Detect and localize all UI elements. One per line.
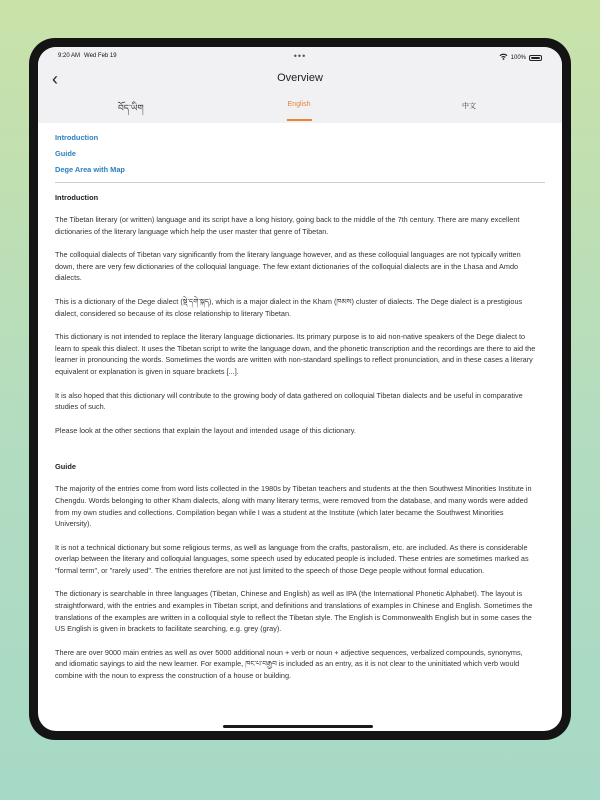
divider bbox=[55, 182, 545, 183]
battery-percent: 100% bbox=[510, 54, 526, 61]
section-introduction bbox=[55, 193, 536, 436]
paragraph: The Tibetan literary (or written) language and its script have a long history, going back to the middle of the 7th century. There are many excellent dictionaries of the literary language which help the user master that genre of Tibetan. bbox=[55, 215, 520, 236]
section-links bbox=[55, 134, 536, 174]
app-screen bbox=[38, 47, 562, 731]
link-guide[interactable]: Guide bbox=[55, 149, 76, 158]
paragraph: It is not a technical dictionary but some religious terms, as well as language from the crafts, pastoralism, etc. are included. As there is considerable overlap between the literary and colloquial languages, some speech used by educated people is included. These entries are sometimes marked as "formal term", or "rarely used". The entries therefore are not just limited to the speech of those Dege people without formal education. bbox=[55, 542, 529, 575]
overview-content[interactable] bbox=[38, 123, 562, 731]
tab-chinese[interactable]: 中文 bbox=[462, 103, 476, 110]
section-heading: Guide bbox=[55, 462, 76, 472]
page-title: Overview bbox=[277, 72, 323, 84]
tablet-frame bbox=[29, 38, 571, 740]
multitasking-dots[interactable]: ••• bbox=[293, 51, 307, 61]
tab-english[interactable]: English bbox=[287, 101, 311, 108]
tab-tibetan[interactable]: བོད་ཡིག bbox=[118, 103, 144, 113]
link-introduction[interactable]: Introduction bbox=[55, 133, 99, 142]
paragraph: There are over 9000 main entries as well as over 5000 additional noun + verb or noun + adjective sequences, verbalized compounds, synonyms, and idiomatic sayings to aid the new learner. For example, ཁང་པ་བརྒྱབ is included as an entry, as it is not clear to the uninitiated which verb would combine with the noun to express the construction of a house or building. bbox=[55, 647, 523, 681]
section-guide bbox=[55, 462, 536, 681]
navigation-bar bbox=[38, 69, 562, 91]
section-heading: Introduction bbox=[55, 193, 99, 202]
status-time: 9:20 AM bbox=[58, 53, 81, 59]
paragraph: This is a dictionary of the Dege dialect (སྡེ་དགེ་སྐད), which is a major dialect in the Kham (ཁམས) cluster of dialects. The Dege dialect is a prestigious dialect, considered so because of its close relationship to literary Tibetan. bbox=[55, 296, 523, 318]
status-date: Wed Feb 19 bbox=[84, 53, 117, 59]
top-bar bbox=[38, 47, 562, 123]
paragraph: The majority of the entries come from word lists collected in the 1980s by Tibetan teachers and students at the then Southwest Minorities Institute in Chengdu. Words belonging to other Kham dialects, along with many literary terms, were removed from the database, and many words were added from my own studies and collections. Compilation began while I was a student at the Institute (which later became the Southwest Minorities University). bbox=[55, 484, 532, 529]
paragraph: The colloquial dialects of Tibetan vary significantly from the literary language however, and as these colloquial languages are not typically written down, there are very few dictionaries of the colloquial language. The few extant dictionaries of the colloquial dialects are in the Lhasa and Amdo dialects. bbox=[55, 250, 521, 283]
wifi-icon bbox=[499, 53, 508, 62]
active-tab-indicator bbox=[287, 119, 312, 121]
language-tabs bbox=[38, 97, 562, 123]
paragraph: This dictionary is not intended to replace the literary language dictionaries. Its primary purpose is to aid non-native speakers of the Dege dialect to learn to speak this dialect. It uses the Tibetan script to write the language down, and the phonetic transcription and the recordings are there to aid the learner in pronouncing the words. Sometimes the words are written with non-standard spellings to reflect pronunciation, and in these cases a literary equivalent or explanation is given in square brackets [...]. bbox=[55, 332, 536, 376]
paragraph: Please look at the other sections that explain the layout and intended usage of this dictionary. bbox=[55, 425, 356, 435]
status-bar bbox=[38, 51, 562, 63]
paragraph: The dictionary is searchable in three languages (Tibetan, Chinese and English) as well as IPA (the International Phonetic Alphabet). The layout is straightforward, with the entries and examples in Tibetan script, and definitions and translations of examples in Chinese and English. Sometimes the translations of the examples are written in a colloquial style to reflect the Tibetan style. The English is Commonwealth English but in some cases the US English is given in brackets to facilitate searching, e.g. grey (gray). bbox=[55, 589, 533, 634]
link-dege-area-map[interactable]: Dege Area with Map bbox=[55, 165, 125, 174]
home-indicator[interactable] bbox=[223, 725, 373, 728]
back-chevron-icon[interactable]: ‹ bbox=[52, 69, 58, 89]
paragraph: It is also hoped that this dictionary will contribute to the growing body of data gathered on colloquial Tibetan dialects and be useful in comparative studies of such. bbox=[55, 390, 523, 412]
battery-icon bbox=[529, 55, 542, 61]
